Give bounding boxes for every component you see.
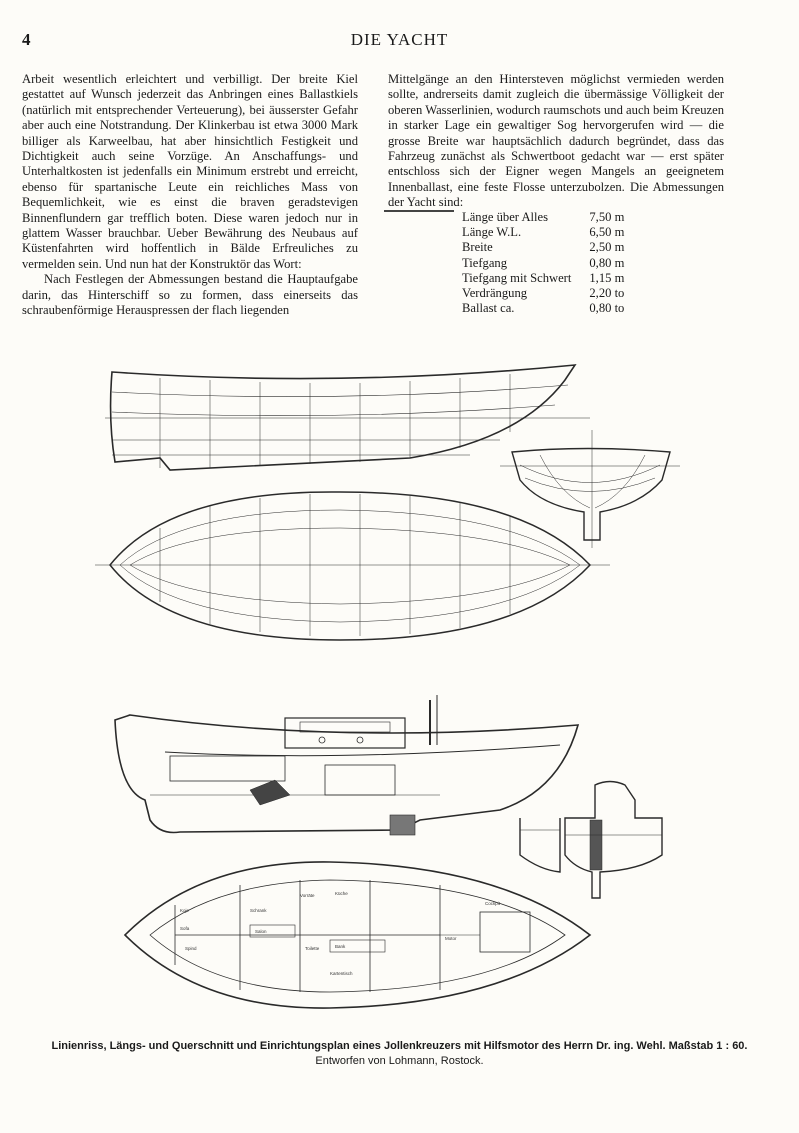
- plan-label-engine: Motor: [445, 936, 457, 941]
- dimension-value: 6,50 m: [589, 225, 625, 240]
- dimension-label: Länge W.L.: [462, 225, 522, 240]
- plan-label-sofa: Sofa: [180, 926, 190, 931]
- plan-label-locker: Spind: [185, 946, 197, 951]
- dimension-label: Tiefgang mit Schwert: [462, 270, 572, 285]
- left-paragraph-2: Nach Festlegen der Abmessungen bestand die Hauptaufgabe darin, das Hinterschiff so zu formen, dass einerseits das schraubenförmige Herauspressen der flach liegenden: [22, 272, 358, 318]
- dimension-label: Tiefgang: [462, 255, 508, 270]
- accommodation-plan-drawing: [125, 862, 590, 1008]
- figure-caption: [0, 1040, 799, 1067]
- plan-label-toilet: Toilette: [305, 946, 320, 951]
- plan-label-cockpit: Cockpit: [485, 901, 501, 906]
- dimension-label: Länge über Alles: [462, 210, 549, 224]
- plan-label-bunk: Bank: [335, 944, 346, 949]
- right-paragraph-1: Mittelgänge an den Hintersteven möglichst vermieden werden sollte, andrerseits damit zugleich die übermässige Völligkeit der oberen Wasserlinien, wodurch raumschots und auch beim Kreuzen in starker Lage ein gewaltiger Sog hervorgerufen wird — die grosse Breite war hauptsächlich dadurch begründet, dass das Fahrzeug zunächst als Schwertboot gedacht war — erst später entschloss sich der Eigner wegen Mangels an geeignetem Innenballast, eine feste Flosse unterzubolzen. Die Abmessungen der Yacht sind:: [388, 72, 724, 210]
- plan-label-berth: Koje: [180, 908, 190, 913]
- dimension-value: 0,80 m: [589, 255, 625, 270]
- plan-label-saloon: Salon: [255, 929, 267, 934]
- body-plan-drawing: [500, 430, 680, 548]
- caption-line-2: Entworfen von Lohmann, Rostock.: [315, 1055, 484, 1067]
- dimension-label: Breite: [462, 240, 493, 255]
- cross-section-drawings: [520, 782, 662, 899]
- dimension-value: 1,15 m: [589, 270, 625, 285]
- dimension-label: Verdrängung: [462, 286, 528, 301]
- half-breadth-plan-drawing: [95, 492, 610, 640]
- caption-scale: Maßstab 1 : 60.: [668, 1040, 748, 1052]
- dimension-value: 2,20 to: [589, 286, 625, 301]
- sheer-plan-drawing: [105, 365, 590, 470]
- page-number: 4: [22, 30, 31, 49]
- running-title: DIE YACHT: [350, 30, 449, 49]
- dimension-value: 2,50 m: [589, 240, 625, 255]
- plan-label-chart-table: Kartentisch: [330, 971, 353, 976]
- left-paragraph-1: Arbeit wesentlich erleichtert und verbilligt. Der breite Kiel gestattet auf Wunsch jederzeit das Anbringen eines Ballastkiels (natürlich mit entsprechender Verteuerung), bei äusserster Gefahr aber auch eine Notstrandung. Der Klinkerbau ist etwa 3000 Mark billiger als Karweelbau, hat aber hinsichtlich Festigkeit und Dichtigkeit auch seine Vorzüge. An Anschaffungs- und Unterhaltkosten ist jedenfalls ein Minimum erstrebt und erreicht, ebenso für spartanische Leute ein reichliches Mass von Bequemlichkeit, wie es einst die braven geradstevigen Binnenflundern gar trefflich boten. Diese waren jedoch nur in glattem Wasser brauchbar. Ueber Bewährung des Neubaus auf Küstenfahrten wird hoffentlich in Bälde Erfreuliches zu vermelden sein. Und nun hat der Konstruktör das Wort:: [22, 72, 358, 271]
- plan-label-stores: Vorräte: [300, 893, 315, 898]
- longitudinal-section-drawing: [115, 695, 578, 835]
- dimension-label: Ballast ca.: [462, 301, 515, 316]
- caption-line-1: Linienriss, Längs- und Querschnitt und Einrichtungsplan eines Jollenkreuzers mit Hilfsmotor des Herrn Dr. ing. Wehl.: [51, 1040, 666, 1052]
- dimension-value: 0,80 to: [589, 301, 625, 316]
- dimension-value: 7,50 m: [589, 210, 625, 224]
- plan-label-wardrobe: Schrank: [250, 908, 267, 913]
- plan-label-kitchen: Küche: [335, 891, 348, 896]
